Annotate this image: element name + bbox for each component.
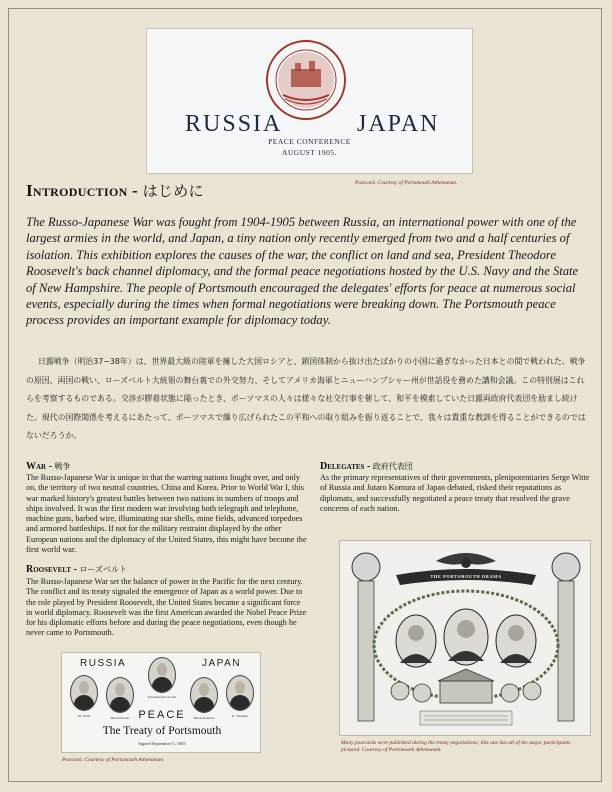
war-text: The Russo-Japanese War is unique in that the warring nations fought over, and only on, the territory of two neutral countries, China and Korea. Prior to World War I, this war marked history's greatest battles between two nations in numbers of troops and ships involved. It was the first modern war involving both telegraph and telephone, machine guns, barbed wire, illuminating star shells, mine fields, advanced torpedoes and armored battleships. If not for the military restraint displayed by the other European nations and the diplomacy of the United States, this might have become the first world war. <box>26 473 307 555</box>
war-heading-en: War - <box>26 461 55 472</box>
intro-heading <box>26 180 204 201</box>
intro-heading-jp: はじめに <box>142 184 204 200</box>
komura-portrait <box>190 677 218 713</box>
treaty-postcard <box>61 652 261 753</box>
delegates-heading-en: Delegates - <box>320 461 373 472</box>
roosevelt-heading-en: Roosevelt - <box>26 564 80 575</box>
president-label: President Roosevelt <box>148 695 176 699</box>
witte-portrait <box>70 675 98 711</box>
delegates-text: As the primary representatives of their governments, plenipotentiaries Serge Witte of Russia and Jutaro Komura of Japan debated, risked their reputations as diplomats, and successfully negotiated a peace treaty that resolved the grave concerns of each nation. <box>320 473 590 513</box>
war-heading <box>26 461 70 472</box>
treaty-title: The Treaty of Portsmouth <box>102 725 222 737</box>
drama-caption: Many postcards were published during the treaty negotiations; this one has all of the major participants pictured. Courtesy of Portsmouth Athenaeum. <box>341 740 571 753</box>
treaty-name-1: M. Witte <box>77 714 91 718</box>
delegates-heading <box>320 461 413 472</box>
intro-heading-en: Introduction - <box>26 181 143 200</box>
intro-paragraph-jp: 日露戦争（明治37−38年）は、世界最大級の陸軍を擁した大国ロシアと、鎖国体制から抜け出たばかりの小国に過ぎなかった日本との間で戦われた。戦争の原因、両国の戦い、ローズベルト大統領の舞台裏での外交努力、そしてアメリカ海軍とニューハンプシャー州が世話役を務めた講和会議。この特別展はこれらを考察するものである。交渉が膠着状態に陥ったとき、ポーツマスの人々は様々な社交行事を催して、和平を模索していた日露両政府代表団を励まし続けた。現代の国際関係を考えるにあたって、ポーツマスで繰り広げられたこの平和への取り組みを振り返ることで、我々は貴重な教訓を得ることができるのではないだろうか。 <box>26 357 586 440</box>
intro-paragraph: The Russo-Japanese War was fought from 1904-1905 between Russia, an international power with one of the largest armies in the world, and Japan, a tiny nation only recently emerged from two and a half centuries of isolation. This exhibition explores the causes of the war, the conflict on land and sea, President Theodore Roosevelt's back channel diplomacy, and the formal peace negotiations hosted by the U.S. Navy and the State of New Hampshire. The people of Portsmouth encouraged the delegates' efforts for peace at numerous social events, especially during the times when formal negotiations were breaking down. The Portsmouth peace process provides an important example for diplomacy today. <box>26 215 579 328</box>
roosevelt-heading-jp: ローズベルト <box>79 565 128 574</box>
rosen-portrait <box>106 677 134 713</box>
postcard-conference-line: PEACE CONFERENCE <box>268 137 351 146</box>
treaty-name-4: K. Takahira <box>231 714 249 718</box>
treaty-name-3: Baron Komura <box>193 716 215 720</box>
takahira-portrait <box>226 675 254 711</box>
treaty-japan-label: JAPAN <box>202 658 241 669</box>
postcard-date-line: AUGUST 1905. <box>281 148 338 157</box>
portsmouth-drama-postcard <box>339 540 591 736</box>
roosevelt-text: The Russo-Japanese War set the balance of power in the Pacific for the next century. The conflict and its treaty signaled the emergence of Japan as a world power. Due to the role played by President Roosevelt, the United States became a significant force in world diplomacy. Roosevelt was the first American awarded the Nobel Peace Prize for his diplomatic efforts before and during the peace negotiations, even though he never came to Portsmouth. <box>26 577 307 638</box>
postcard-japan-label: JAPAN <box>357 111 440 137</box>
roosevelt-heading <box>26 564 127 575</box>
postcard-top-caption: Postcard. Courtesy of Portsmouth Athenaeum. <box>355 180 458 186</box>
war-heading-jp: 戦争 <box>54 462 71 471</box>
treaty-name-2: Baron Rosen <box>110 716 130 720</box>
drama-banner-text: THE PORTSMOUTH DRAMA <box>430 574 502 579</box>
treaty-caption: Postcard. Courtesy of Portsmouth Athenaeum. <box>62 757 165 763</box>
treaty-signed-date: Signed September 5, 1905 <box>138 741 186 746</box>
portsmouth-seal-icon <box>265 39 347 121</box>
treaty-russia-label: RUSSIA <box>80 658 127 669</box>
delegates-heading-jp: 政府代表団 <box>372 462 413 471</box>
roosevelt-portrait <box>148 657 176 693</box>
postcard-russia-japan <box>146 28 473 174</box>
postcard-russia-label: RUSSIA <box>185 111 283 137</box>
drama-illustration <box>340 541 591 736</box>
treaty-peace-label: PEACE <box>138 709 186 721</box>
